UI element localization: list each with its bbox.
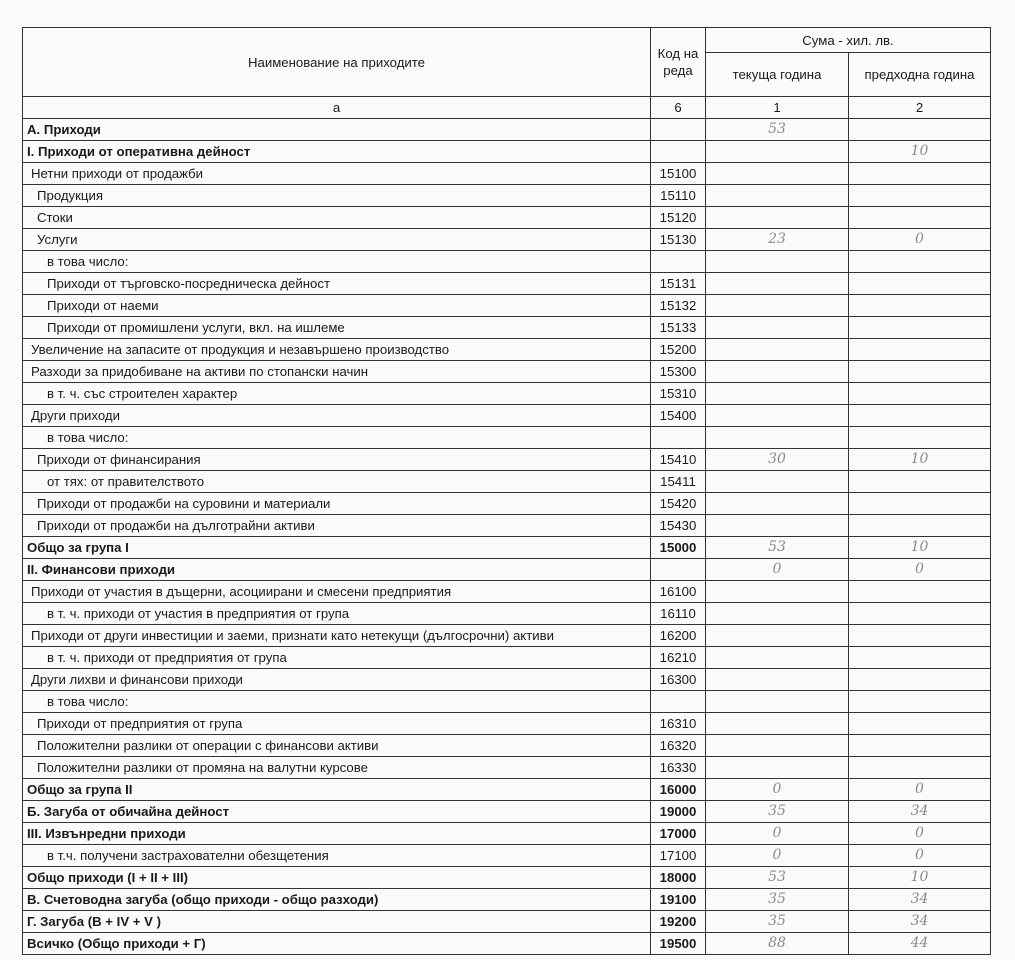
- row-code: 15100: [651, 163, 706, 185]
- header-current-year: текуща година: [706, 53, 849, 97]
- row-previous-value: [849, 405, 991, 427]
- row-current-value: [706, 735, 849, 757]
- row-name: Общо приходи (I + II + III): [23, 867, 651, 889]
- table-row: [23, 779, 991, 801]
- row-code: 15410: [651, 449, 706, 471]
- row-previous-value: [849, 251, 991, 273]
- table-row: [23, 119, 991, 141]
- row-current-value: [706, 251, 849, 273]
- row-name: Стоки: [23, 207, 651, 229]
- row-code: 16330: [651, 757, 706, 779]
- row-code: 16300: [651, 669, 706, 691]
- row-code: [651, 119, 706, 141]
- table-row: [23, 207, 991, 229]
- row-code: 15310: [651, 383, 706, 405]
- table-row: [23, 339, 991, 361]
- table-row: [23, 405, 991, 427]
- row-current-value: [706, 361, 849, 383]
- row-name: в това число:: [23, 691, 651, 713]
- row-previous-value: [849, 119, 991, 141]
- row-code: 16310: [651, 713, 706, 735]
- row-name: Г. Загуба (В + IV + V ): [23, 911, 651, 933]
- row-name: Приходи от участия в дъщерни, асоциирани и смесени предприятия: [23, 581, 651, 603]
- row-previous-value: [849, 691, 991, 713]
- table-row: [23, 449, 991, 471]
- row-current-value: 0: [706, 845, 849, 867]
- table-row: [23, 735, 991, 757]
- row-current-value: 30: [706, 449, 849, 471]
- row-current-value: [706, 603, 849, 625]
- row-previous-value: [849, 735, 991, 757]
- table-row: [23, 185, 991, 207]
- row-previous-value: 10: [849, 537, 991, 559]
- table-body: [23, 119, 991, 955]
- row-name: в т.ч. получени застрахователни обезщетения: [23, 845, 651, 867]
- row-previous-value: [849, 163, 991, 185]
- index-name: а: [23, 97, 651, 119]
- row-name: в това число:: [23, 427, 651, 449]
- table-row: [23, 867, 991, 889]
- row-previous-value: [849, 603, 991, 625]
- row-current-value: 88: [706, 933, 849, 955]
- row-name: Приходи от други инвестиции и заеми, признати като нетекущи (дългосрочни) активи: [23, 625, 651, 647]
- row-previous-value: [849, 427, 991, 449]
- table-row: [23, 361, 991, 383]
- table-row: [23, 581, 991, 603]
- row-previous-value: [849, 647, 991, 669]
- table-row: [23, 713, 991, 735]
- row-name: Услуги: [23, 229, 651, 251]
- row-current-value: [706, 493, 849, 515]
- row-name: Приходи от продажби на суровини и материали: [23, 493, 651, 515]
- row-current-value: 35: [706, 911, 849, 933]
- row-code: 19100: [651, 889, 706, 911]
- table-row: [23, 295, 991, 317]
- table-row: [23, 889, 991, 911]
- row-previous-value: [849, 713, 991, 735]
- row-name: от тях: от правителството: [23, 471, 651, 493]
- row-name: Нетни приходи от продажби: [23, 163, 651, 185]
- table-row: [23, 471, 991, 493]
- row-previous-value: 34: [849, 889, 991, 911]
- row-code: 18000: [651, 867, 706, 889]
- row-name: Общо за група I: [23, 537, 651, 559]
- row-code: 16210: [651, 647, 706, 669]
- row-previous-value: [849, 383, 991, 405]
- header-previous-year: предходна година: [849, 53, 991, 97]
- table-row: [23, 383, 991, 405]
- row-name: Б. Загуба от обичайна дейност: [23, 801, 651, 823]
- row-previous-value: 34: [849, 801, 991, 823]
- row-previous-value: [849, 581, 991, 603]
- row-name: Други приходи: [23, 405, 651, 427]
- row-previous-value: 0: [849, 823, 991, 845]
- row-code: 15411: [651, 471, 706, 493]
- row-previous-value: 0: [849, 559, 991, 581]
- table-row: [23, 911, 991, 933]
- row-code: 15132: [651, 295, 706, 317]
- row-previous-value: [849, 317, 991, 339]
- header-name: Наименование на приходите: [23, 28, 651, 97]
- index-code: 6: [651, 97, 706, 119]
- row-previous-value: 34: [849, 911, 991, 933]
- row-code: 17000: [651, 823, 706, 845]
- row-code: 15131: [651, 273, 706, 295]
- table-row: [23, 427, 991, 449]
- row-name: Приходи от наеми: [23, 295, 651, 317]
- table-row: [23, 845, 991, 867]
- row-current-value: 53: [706, 867, 849, 889]
- row-code: [651, 559, 706, 581]
- row-code: 17100: [651, 845, 706, 867]
- row-code: 16320: [651, 735, 706, 757]
- row-current-value: [706, 647, 849, 669]
- row-name: Други лихви и финансови приходи: [23, 669, 651, 691]
- row-previous-value: 44: [849, 933, 991, 955]
- row-current-value: 53: [706, 119, 849, 141]
- row-name: Положителни разлики от промяна на валутни курсове: [23, 757, 651, 779]
- row-name: Приходи от финансирания: [23, 449, 651, 471]
- table-row: [23, 801, 991, 823]
- row-current-value: [706, 625, 849, 647]
- table-row: [23, 647, 991, 669]
- row-code: 15420: [651, 493, 706, 515]
- row-previous-value: 0: [849, 779, 991, 801]
- row-name: в т. ч. със строителен характер: [23, 383, 651, 405]
- row-previous-value: 0: [849, 845, 991, 867]
- row-previous-value: 10: [849, 867, 991, 889]
- row-code: 15130: [651, 229, 706, 251]
- row-name: Увеличение на запасите от продукция и незавършено производство: [23, 339, 651, 361]
- row-current-value: [706, 669, 849, 691]
- row-current-value: [706, 207, 849, 229]
- row-previous-value: [849, 361, 991, 383]
- row-name: III. Извънредни приходи: [23, 823, 651, 845]
- row-previous-value: [849, 757, 991, 779]
- row-current-value: [706, 757, 849, 779]
- row-name: II. Финансови приходи: [23, 559, 651, 581]
- table-row: [23, 669, 991, 691]
- row-code: 15300: [651, 361, 706, 383]
- row-previous-value: [849, 625, 991, 647]
- row-code: 15110: [651, 185, 706, 207]
- row-current-value: [706, 163, 849, 185]
- row-current-value: [706, 515, 849, 537]
- header-sum-group: Сума - хил. лв.: [706, 28, 991, 53]
- row-code: 16000: [651, 779, 706, 801]
- row-code: 15000: [651, 537, 706, 559]
- row-name: Приходи от търговско-посредническа дейност: [23, 273, 651, 295]
- table-row: [23, 317, 991, 339]
- row-name: Разходи за придобиване на активи по стопански начин: [23, 361, 651, 383]
- row-current-value: 35: [706, 889, 849, 911]
- row-previous-value: [849, 185, 991, 207]
- income-statement-table: [22, 27, 991, 955]
- row-previous-value: 10: [849, 141, 991, 163]
- row-current-value: [706, 691, 849, 713]
- index-current: 1: [706, 97, 849, 119]
- row-name: в т. ч. приходи от участия в предприятия от група: [23, 603, 651, 625]
- row-name: Приходи от продажби на дълготрайни активи: [23, 515, 651, 537]
- header-code: Код на реда: [651, 28, 706, 97]
- table-row: [23, 251, 991, 273]
- row-previous-value: [849, 515, 991, 537]
- table-row: [23, 603, 991, 625]
- row-code: 19500: [651, 933, 706, 955]
- row-code: 15120: [651, 207, 706, 229]
- row-code: 19000: [651, 801, 706, 823]
- row-code: 16100: [651, 581, 706, 603]
- row-name: А. Приходи: [23, 119, 651, 141]
- row-previous-value: [849, 339, 991, 361]
- row-code: 15200: [651, 339, 706, 361]
- table-row: [23, 823, 991, 845]
- table-row: [23, 141, 991, 163]
- table-row: [23, 493, 991, 515]
- table-row: [23, 229, 991, 251]
- row-current-value: [706, 141, 849, 163]
- table-row: [23, 515, 991, 537]
- row-current-value: 35: [706, 801, 849, 823]
- row-code: [651, 691, 706, 713]
- row-previous-value: [849, 669, 991, 691]
- row-current-value: [706, 471, 849, 493]
- row-current-value: [706, 713, 849, 735]
- row-name: в т. ч. приходи от предприятия от група: [23, 647, 651, 669]
- row-previous-value: [849, 273, 991, 295]
- row-current-value: [706, 383, 849, 405]
- row-name: Всичко (Общо приходи + Г): [23, 933, 651, 955]
- row-current-value: [706, 405, 849, 427]
- row-current-value: [706, 273, 849, 295]
- row-current-value: [706, 581, 849, 603]
- row-name: I. Приходи от оперативна дейност: [23, 141, 651, 163]
- row-code: 15400: [651, 405, 706, 427]
- row-code: 15133: [651, 317, 706, 339]
- row-previous-value: [849, 295, 991, 317]
- row-code: 16200: [651, 625, 706, 647]
- row-previous-value: 10: [849, 449, 991, 471]
- row-code: 16110: [651, 603, 706, 625]
- table-row: [23, 625, 991, 647]
- row-current-value: 0: [706, 559, 849, 581]
- row-code: 15430: [651, 515, 706, 537]
- table-row: [23, 537, 991, 559]
- row-name: в това число:: [23, 251, 651, 273]
- index-previous: 2: [849, 97, 991, 119]
- row-current-value: 23: [706, 229, 849, 251]
- row-code: [651, 427, 706, 449]
- row-name: Приходи от предприятия от група: [23, 713, 651, 735]
- row-current-value: [706, 295, 849, 317]
- row-name: Продукция: [23, 185, 651, 207]
- row-code: [651, 141, 706, 163]
- table-row: [23, 559, 991, 581]
- row-previous-value: [849, 493, 991, 515]
- row-current-value: [706, 339, 849, 361]
- row-current-value: 0: [706, 823, 849, 845]
- row-code: 19200: [651, 911, 706, 933]
- table-row: [23, 273, 991, 295]
- table-row: [23, 163, 991, 185]
- row-code: [651, 251, 706, 273]
- row-current-value: 53: [706, 537, 849, 559]
- row-current-value: [706, 317, 849, 339]
- table-row: [23, 691, 991, 713]
- row-name: Приходи от промишлени услуги, вкл. на ишлеме: [23, 317, 651, 339]
- row-name: В. Счетоводна загуба (общо приходи - общо разходи): [23, 889, 651, 911]
- row-previous-value: [849, 471, 991, 493]
- row-current-value: 0: [706, 779, 849, 801]
- row-current-value: [706, 427, 849, 449]
- table-row: [23, 757, 991, 779]
- table-row: [23, 933, 991, 955]
- row-name: Положителни разлики от операции с финансови активи: [23, 735, 651, 757]
- row-previous-value: [849, 207, 991, 229]
- row-previous-value: 0: [849, 229, 991, 251]
- row-name: Общо за група II: [23, 779, 651, 801]
- row-current-value: [706, 185, 849, 207]
